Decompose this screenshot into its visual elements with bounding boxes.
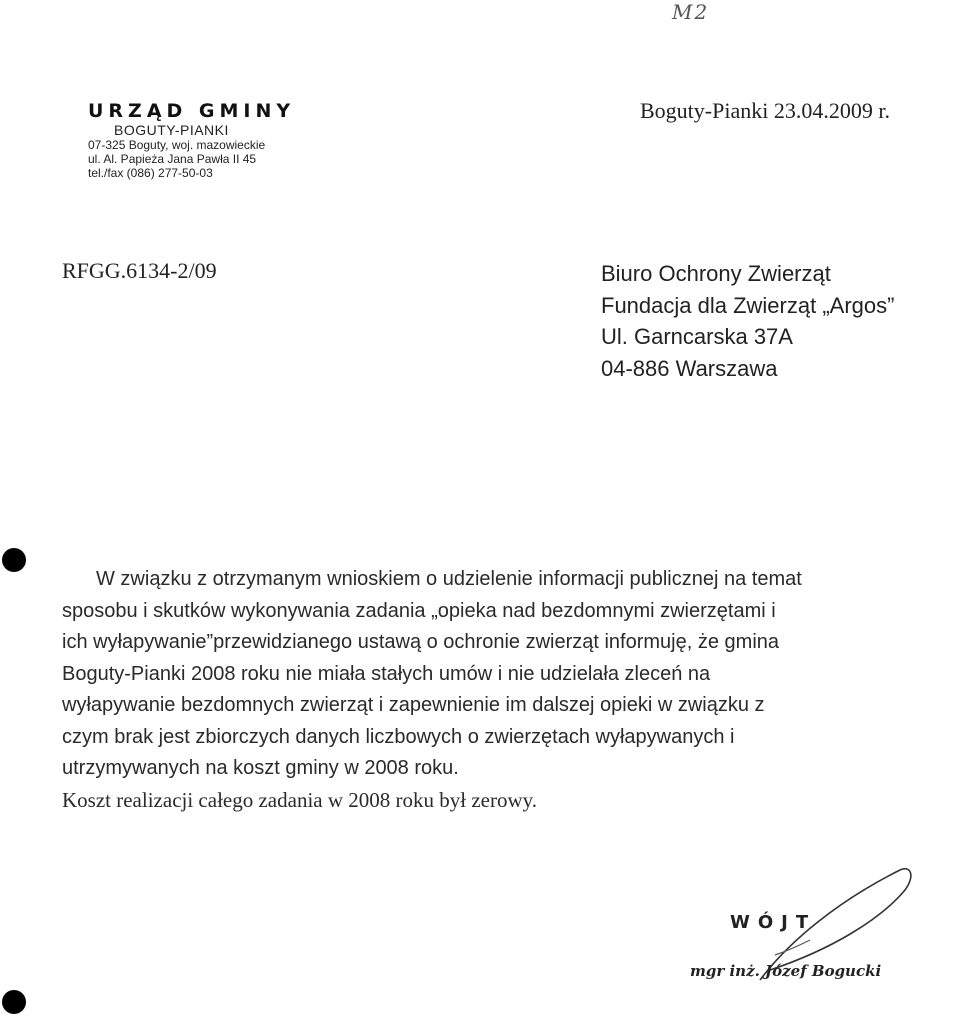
stamp-address-1: 07-325 Boguty, woj. mazowieckie xyxy=(88,138,266,152)
place-and-date: Boguty-Pianki 23.04.2009 r. xyxy=(640,98,890,123)
recipient-line-1: Biuro Ochrony Zwierząt xyxy=(601,261,831,286)
signature-stamp-name: mgr inż. Józef Bogucki xyxy=(690,962,882,980)
stamp-place: BOGUTY-PIANKI xyxy=(114,122,229,138)
body-line-6: czym brak jest zbiorczych danych liczbowych o zwierzętach wyłapywanych i xyxy=(62,725,735,748)
stamp-address-2: ul. Al. Papieża Jana Pawła II 45 xyxy=(88,152,257,166)
reference-number: RFGG.6134-2/09 xyxy=(62,258,217,283)
body-line-4: Boguty-Pianki 2008 roku nie miała stałych umów i nie udzielała zleceń na xyxy=(62,662,711,685)
punch-hole-top xyxy=(2,548,26,572)
body-line-2: sposobu i skutków wykonywania zadania „opieka nad bezdomnymi zwierzętami i xyxy=(62,599,776,622)
recipient-line-2: Fundacja dla Zwierząt „Argos” xyxy=(601,292,895,318)
body-line-8: Koszt realizacji całego zadania w 2008 roku był zerowy. xyxy=(62,787,538,812)
punch-hole-bottom xyxy=(2,990,26,1014)
letter-body xyxy=(62,564,960,816)
body-line-1: W związku z otrzymanym wnioskiem o udzielenie informacji publicznej na temat xyxy=(96,568,802,590)
recipient-line-4: 04-886 Warszawa xyxy=(601,355,778,381)
stamp-title: URZĄD GMINY xyxy=(88,100,296,122)
body-line-3: ich wyłapywanie”przewidzianego ustawą o ochronie zwierząt informuję, że gmina xyxy=(62,631,780,653)
stamp-phone: tel./fax (086) 277-50-03 xyxy=(88,166,213,180)
body-line-7: utrzymywanych na koszt gminy w 2008 roku. xyxy=(62,757,459,779)
body-line-5: wyłapywanie bezdomnych zwierząt i zapewnienie im dalszej opieki w związku z xyxy=(62,694,765,716)
signature-stamp-title: WÓJT xyxy=(730,912,817,933)
office-stamp xyxy=(88,102,338,179)
handwritten-page-mark: M2 xyxy=(672,0,710,24)
recipient-address xyxy=(601,258,894,384)
recipient-line-3: Ul. Garncarska 37A xyxy=(601,324,793,349)
